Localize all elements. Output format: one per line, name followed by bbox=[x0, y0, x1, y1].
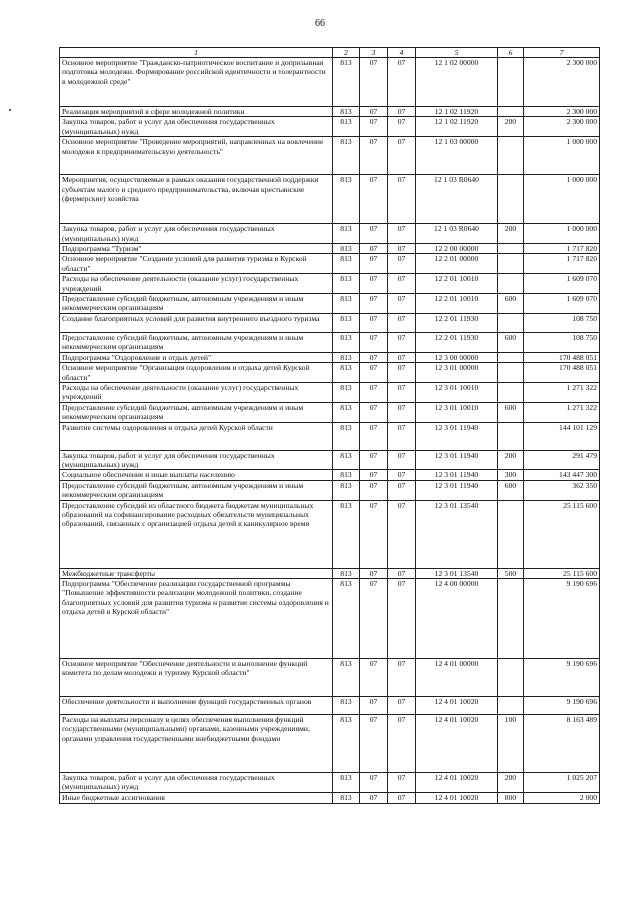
table-row bbox=[60, 313, 600, 332]
row-amount-cell: 1 000 000 bbox=[524, 137, 600, 175]
row-section-cell: 07 bbox=[360, 480, 388, 500]
row-amount-cell: 2 300 000 bbox=[524, 107, 600, 117]
row-amount-cell: 1 717 820 bbox=[524, 244, 600, 254]
row-ministry-code-cell: 813 bbox=[333, 332, 360, 352]
row-ministry-code-cell: 813 bbox=[333, 402, 360, 422]
row-target-article-cell: 12 3 01 10010 bbox=[416, 382, 498, 402]
row-amount-cell: 1 000 000 bbox=[524, 175, 600, 224]
row-subsection-cell: 07 bbox=[388, 422, 416, 450]
row-name-cell: Расходы на обеспечение деятельности (оказание услуг) государственных учреждений bbox=[60, 274, 333, 294]
table-row bbox=[60, 244, 600, 254]
row-name-cell: Подпрограмма "Обеспечение реализации государственной программы "Повышение эффективности реализации молодежной политики, создание благоприятных условий для развития туризма и развитие системы оздоровления и отдыха детей в Курской области" bbox=[60, 578, 333, 658]
row-name-cell: Предоставление субсидий бюджетным, автономным учреждениям и иным некоммерческим организациям bbox=[60, 332, 333, 352]
row-expense-type-cell bbox=[498, 107, 524, 117]
row-subsection-cell: 07 bbox=[388, 117, 416, 137]
row-subsection-cell: 07 bbox=[388, 450, 416, 470]
row-expense-type-cell bbox=[498, 274, 524, 294]
row-section-cell: 07 bbox=[360, 244, 388, 254]
row-name-cell: Мероприятия, осуществляемые в рамках оказания государственной поддержки субъектам малого и среднего предпринимательства, включая крестьянские (фермерские) хозяйства bbox=[60, 175, 333, 224]
row-ministry-code-cell: 813 bbox=[333, 352, 360, 362]
row-target-article-cell: 12 3 01 11940 bbox=[416, 470, 498, 480]
row-subsection-cell: 07 bbox=[388, 568, 416, 578]
row-expense-type-cell bbox=[498, 422, 524, 450]
row-name-cell: Обеспечение деятельности и выполнение функций государственных органов bbox=[60, 696, 333, 714]
row-section-cell: 07 bbox=[360, 332, 388, 352]
table-row bbox=[60, 696, 600, 714]
row-amount-cell: 2 000 bbox=[524, 792, 600, 803]
table-row bbox=[60, 658, 600, 696]
row-amount-cell: 144 101 129 bbox=[524, 422, 600, 450]
row-amount-cell: 2 300 000 bbox=[524, 58, 600, 107]
row-target-article-cell: 12 4 01 10020 bbox=[416, 696, 498, 714]
row-section-cell: 07 bbox=[360, 363, 388, 383]
table-row bbox=[60, 175, 600, 224]
row-section-cell: 07 bbox=[360, 696, 388, 714]
row-subsection-cell: 07 bbox=[388, 224, 416, 244]
row-target-article-cell: 12 3 01 00000 bbox=[416, 363, 498, 383]
row-target-article-cell: 12 2 01 11930 bbox=[416, 332, 498, 352]
row-expense-type-cell: 300 bbox=[498, 470, 524, 480]
row-expense-type-cell: 600 bbox=[498, 480, 524, 500]
table-header-row bbox=[60, 48, 600, 58]
row-target-article-cell: 12 2 00 00000 bbox=[416, 244, 498, 254]
row-expense-type-cell bbox=[498, 363, 524, 383]
table-row bbox=[60, 772, 600, 792]
table-row bbox=[60, 422, 600, 450]
row-subsection-cell: 07 bbox=[388, 772, 416, 792]
row-subsection-cell: 07 bbox=[388, 352, 416, 362]
row-target-article-cell: 12 1 02 00000 bbox=[416, 58, 498, 107]
row-ministry-code-cell: 813 bbox=[333, 58, 360, 107]
row-name-cell: Предоставление субсидий из областного бюджета бюджетам муниципальных образований на софинансирование расходных обязательств муниципальных образований, связанных с организацией отдыха детей в каникулярное время bbox=[60, 500, 333, 568]
row-section-cell: 07 bbox=[360, 58, 388, 107]
row-subsection-cell: 07 bbox=[388, 578, 416, 658]
row-ministry-code-cell: 813 bbox=[333, 274, 360, 294]
row-subsection-cell: 07 bbox=[388, 274, 416, 294]
row-ministry-code-cell: 813 bbox=[333, 224, 360, 244]
row-subsection-cell: 07 bbox=[388, 58, 416, 107]
table-row bbox=[60, 352, 600, 362]
row-target-article-cell: 12 2 01 10010 bbox=[416, 294, 498, 314]
row-expense-type-cell: 500 bbox=[498, 568, 524, 578]
row-target-article-cell: 12 1 03 R0640 bbox=[416, 175, 498, 224]
row-name-cell: Подпрограмма "Оздоровление и отдых детей" bbox=[60, 352, 333, 362]
row-subsection-cell: 07 bbox=[388, 107, 416, 117]
row-amount-cell: 1 609 070 bbox=[524, 294, 600, 314]
row-expense-type-cell: 200 bbox=[498, 772, 524, 792]
column-header: 2 bbox=[333, 48, 360, 58]
table-row bbox=[60, 792, 600, 803]
row-ministry-code-cell: 813 bbox=[333, 175, 360, 224]
row-name-cell: Основное мероприятие "Организация оздоровления и отдыха детей Курской области" bbox=[60, 363, 333, 383]
row-expense-type-cell: 200 bbox=[498, 117, 524, 137]
row-section-cell: 07 bbox=[360, 352, 388, 362]
row-section-cell: 07 bbox=[360, 772, 388, 792]
row-subsection-cell: 07 bbox=[388, 382, 416, 402]
row-ministry-code-cell: 813 bbox=[333, 792, 360, 803]
row-ministry-code-cell: 813 bbox=[333, 137, 360, 175]
row-ministry-code-cell: 813 bbox=[333, 772, 360, 792]
row-amount-cell: 1 717 820 bbox=[524, 254, 600, 274]
row-name-cell: Закупка товаров, работ и услуг для обеспечения государственных (муниципальных) нужд bbox=[60, 117, 333, 137]
table-row bbox=[60, 402, 600, 422]
row-amount-cell: 291 479 bbox=[524, 450, 600, 470]
row-subsection-cell: 07 bbox=[388, 402, 416, 422]
row-subsection-cell: 07 bbox=[388, 294, 416, 314]
row-section-cell: 07 bbox=[360, 714, 388, 772]
row-expense-type-cell: 600 bbox=[498, 402, 524, 422]
row-expense-type-cell bbox=[498, 658, 524, 696]
table-row bbox=[60, 137, 600, 175]
row-expense-type-cell bbox=[498, 696, 524, 714]
table-row bbox=[60, 480, 600, 500]
row-name-cell: Предоставление субсидий бюджетным, автономным учреждениям и иным некоммерческим организациям bbox=[60, 294, 333, 314]
row-section-cell: 07 bbox=[360, 254, 388, 274]
row-ministry-code-cell: 813 bbox=[333, 714, 360, 772]
row-amount-cell: 25 115 600 bbox=[524, 500, 600, 568]
row-expense-type-cell: 100 bbox=[498, 714, 524, 772]
row-amount-cell: 1 271 322 bbox=[524, 382, 600, 402]
row-ministry-code-cell: 813 bbox=[333, 500, 360, 568]
row-amount-cell: 1 025 207 bbox=[524, 772, 600, 792]
row-name-cell: Развитие системы оздоровления и отдыха детей Курской области bbox=[60, 422, 333, 450]
row-ministry-code-cell: 813 bbox=[333, 254, 360, 274]
row-expense-type-cell bbox=[498, 175, 524, 224]
row-expense-type-cell bbox=[498, 244, 524, 254]
row-name-cell: Социальное обеспечение и иные выплаты населению bbox=[60, 470, 333, 480]
row-target-article-cell: 12 4 01 00000 bbox=[416, 658, 498, 696]
row-ministry-code-cell: 813 bbox=[333, 450, 360, 470]
table-row bbox=[60, 117, 600, 137]
column-header: 3 bbox=[360, 48, 388, 58]
row-section-cell: 07 bbox=[360, 578, 388, 658]
row-ministry-code-cell: 813 bbox=[333, 696, 360, 714]
row-subsection-cell: 07 bbox=[388, 363, 416, 383]
row-amount-cell: 143 447 300 bbox=[524, 470, 600, 480]
row-section-cell: 07 bbox=[360, 792, 388, 803]
row-target-article-cell: 12 3 01 10010 bbox=[416, 402, 498, 422]
row-amount-cell: 170 488 051 bbox=[524, 363, 600, 383]
row-expense-type-cell: 600 bbox=[498, 332, 524, 352]
row-expense-type-cell bbox=[498, 382, 524, 402]
table-row bbox=[60, 363, 600, 383]
row-section-cell: 07 bbox=[360, 224, 388, 244]
row-target-article-cell: 12 4 00 00000 bbox=[416, 578, 498, 658]
row-section-cell: 07 bbox=[360, 137, 388, 175]
row-subsection-cell: 07 bbox=[388, 244, 416, 254]
row-ministry-code-cell: 813 bbox=[333, 658, 360, 696]
row-subsection-cell: 07 bbox=[388, 696, 416, 714]
row-name-cell: Межбюджетные трансферты bbox=[60, 568, 333, 578]
row-expense-type-cell bbox=[498, 313, 524, 332]
row-name-cell: Закупка товаров, работ и услуг для обеспечения государственных (муниципальных) нужд bbox=[60, 772, 333, 792]
row-amount-cell: 8 163 489 bbox=[524, 714, 600, 772]
row-section-cell: 07 bbox=[360, 274, 388, 294]
table-row bbox=[60, 274, 600, 294]
row-subsection-cell: 07 bbox=[388, 500, 416, 568]
row-name-cell: Подпрограмма "Туризм" bbox=[60, 244, 333, 254]
row-subsection-cell: 07 bbox=[388, 332, 416, 352]
row-name-cell: Предоставление субсидий бюджетным, автономным учреждениям и иным некоммерческим организациям bbox=[60, 480, 333, 500]
row-ministry-code-cell: 813 bbox=[333, 568, 360, 578]
row-amount-cell: 9 190 696 bbox=[524, 696, 600, 714]
row-target-article-cell: 12 4 01 10020 bbox=[416, 792, 498, 803]
column-header: 5 bbox=[416, 48, 498, 58]
row-ministry-code-cell: 813 bbox=[333, 244, 360, 254]
row-section-cell: 07 bbox=[360, 313, 388, 332]
row-amount-cell: 1 000 000 bbox=[524, 224, 600, 244]
row-amount-cell: 25 115 600 bbox=[524, 568, 600, 578]
row-name-cell: Основное мероприятие "Обеспечение деятельности и выполнение функций комитета по делам молодежи и туризму Курской области" bbox=[60, 658, 333, 696]
row-subsection-cell: 07 bbox=[388, 658, 416, 696]
row-expense-type-cell: 200 bbox=[498, 224, 524, 244]
row-amount-cell: 362 350 bbox=[524, 480, 600, 500]
row-target-article-cell: 12 3 01 11940 bbox=[416, 480, 498, 500]
row-target-article-cell: 12 4 01 10020 bbox=[416, 714, 498, 772]
row-name-cell: Расходы на выплаты персоналу в целях обеспечения выполнения функций государственными (муниципальными) органами, казенными учреждениями, органами управления государственными внебюджетными фондами bbox=[60, 714, 333, 772]
row-subsection-cell: 07 bbox=[388, 792, 416, 803]
row-target-article-cell: 12 1 03 00000 bbox=[416, 137, 498, 175]
table-row bbox=[60, 450, 600, 470]
table-body bbox=[60, 58, 600, 804]
row-expense-type-cell bbox=[498, 254, 524, 274]
table-row bbox=[60, 254, 600, 274]
row-section-cell: 07 bbox=[360, 422, 388, 450]
row-amount-cell: 2 300 000 bbox=[524, 117, 600, 137]
row-expense-type-cell bbox=[498, 500, 524, 568]
row-section-cell: 07 bbox=[360, 470, 388, 480]
row-ministry-code-cell: 813 bbox=[333, 363, 360, 383]
column-header: 6 bbox=[498, 48, 524, 58]
row-expense-type-cell bbox=[498, 137, 524, 175]
row-target-article-cell: 12 1 03 R0640 bbox=[416, 224, 498, 244]
row-subsection-cell: 07 bbox=[388, 470, 416, 480]
row-amount-cell: 1 271 322 bbox=[524, 402, 600, 422]
row-section-cell: 07 bbox=[360, 658, 388, 696]
row-name-cell: Закупка товаров, работ и услуг для обеспечения государственных (муниципальных) нужд bbox=[60, 224, 333, 244]
row-ministry-code-cell: 813 bbox=[333, 107, 360, 117]
row-name-cell: Иные бюджетные ассигнования bbox=[60, 792, 333, 803]
row-target-article-cell: 12 2 01 10010 bbox=[416, 274, 498, 294]
row-subsection-cell: 07 bbox=[388, 480, 416, 500]
row-section-cell: 07 bbox=[360, 450, 388, 470]
table-row bbox=[60, 578, 600, 658]
row-name-cell: Предоставление субсидий бюджетным, автономным учреждениям и иным некоммерческим организациям bbox=[60, 402, 333, 422]
row-subsection-cell: 07 bbox=[388, 175, 416, 224]
table-row bbox=[60, 568, 600, 578]
row-subsection-cell: 07 bbox=[388, 313, 416, 332]
table-row bbox=[60, 332, 600, 352]
table-row bbox=[60, 382, 600, 402]
row-target-article-cell: 12 2 01 11930 bbox=[416, 313, 498, 332]
row-section-cell: 07 bbox=[360, 294, 388, 314]
row-amount-cell: 108 750 bbox=[524, 313, 600, 332]
row-section-cell: 07 bbox=[360, 568, 388, 578]
row-section-cell: 07 bbox=[360, 382, 388, 402]
row-ministry-code-cell: 813 bbox=[333, 470, 360, 480]
row-name-cell: Основное мероприятие "Проведение мероприятий, направленных на вовлечение молодежи в предпринимательскую деятельность" bbox=[60, 137, 333, 175]
row-expense-type-cell bbox=[498, 58, 524, 107]
row-target-article-cell: 12 3 00 00000 bbox=[416, 352, 498, 362]
row-name-cell: Создание благоприятных условий для развития внутреннего въездного туризма bbox=[60, 313, 333, 332]
row-ministry-code-cell: 813 bbox=[333, 422, 360, 450]
row-subsection-cell: 07 bbox=[388, 714, 416, 772]
table-row bbox=[60, 294, 600, 314]
row-target-article-cell: 12 3 01 11940 bbox=[416, 422, 498, 450]
row-ministry-code-cell: 813 bbox=[333, 294, 360, 314]
table-row bbox=[60, 470, 600, 480]
row-amount-cell: 170 488 051 bbox=[524, 352, 600, 362]
row-expense-type-cell bbox=[498, 352, 524, 362]
row-expense-type-cell bbox=[498, 578, 524, 658]
row-subsection-cell: 07 bbox=[388, 137, 416, 175]
table-row bbox=[60, 58, 600, 107]
table-row bbox=[60, 500, 600, 568]
table-row bbox=[60, 224, 600, 244]
row-section-cell: 07 bbox=[360, 117, 388, 137]
column-header: 1 bbox=[60, 48, 333, 58]
row-ministry-code-cell: 813 bbox=[333, 578, 360, 658]
row-ministry-code-cell: 813 bbox=[333, 382, 360, 402]
table-row bbox=[60, 107, 600, 117]
row-name-cell: Реализация мероприятий в сфере молодежной политики bbox=[60, 107, 333, 117]
row-section-cell: 07 bbox=[360, 107, 388, 117]
column-header: 4 bbox=[388, 48, 416, 58]
row-target-article-cell: 12 3 01 11940 bbox=[416, 450, 498, 470]
row-target-article-cell: 12 1 02 11920 bbox=[416, 117, 498, 137]
row-expense-type-cell: 600 bbox=[498, 294, 524, 314]
row-section-cell: 07 bbox=[360, 175, 388, 224]
row-ministry-code-cell: 813 bbox=[333, 313, 360, 332]
page-number: 66 bbox=[315, 18, 325, 29]
row-name-cell: Основное мероприятие "Создание условий для развития туризма в Курской области" bbox=[60, 254, 333, 274]
row-expense-type-cell: 200 bbox=[498, 450, 524, 470]
row-ministry-code-cell: 813 bbox=[333, 117, 360, 137]
margin-dot bbox=[9, 109, 11, 111]
row-target-article-cell: 12 4 01 10020 bbox=[416, 772, 498, 792]
row-amount-cell: 9 190 696 bbox=[524, 578, 600, 658]
row-target-article-cell: 12 3 01 13540 bbox=[416, 568, 498, 578]
row-amount-cell: 9 190 696 bbox=[524, 658, 600, 696]
row-expense-type-cell: 800 bbox=[498, 792, 524, 803]
row-ministry-code-cell: 813 bbox=[333, 480, 360, 500]
row-target-article-cell: 12 1 02 11920 bbox=[416, 107, 498, 117]
row-section-cell: 07 bbox=[360, 500, 388, 568]
row-section-cell: 07 bbox=[360, 402, 388, 422]
budget-table bbox=[59, 47, 600, 804]
row-target-article-cell: 12 2 01 00000 bbox=[416, 254, 498, 274]
row-name-cell: Основное мероприятие "Гражданско-патриотическое воспитание и допризывная подготовка молодежи. Формирование российской идентичности и толерантности в молодежной среде" bbox=[60, 58, 333, 107]
column-header: 7 bbox=[524, 48, 600, 58]
table-row bbox=[60, 714, 600, 772]
row-name-cell: Закупка товаров, работ и услуг для обеспечения государственных (муниципальных) нужд bbox=[60, 450, 333, 470]
row-name-cell: Расходы на обеспечение деятельности (оказание услуг) государственных учреждений bbox=[60, 382, 333, 402]
row-amount-cell: 108 750 bbox=[524, 332, 600, 352]
row-amount-cell: 1 609 070 bbox=[524, 274, 600, 294]
row-target-article-cell: 12 3 01 13540 bbox=[416, 500, 498, 568]
row-subsection-cell: 07 bbox=[388, 254, 416, 274]
